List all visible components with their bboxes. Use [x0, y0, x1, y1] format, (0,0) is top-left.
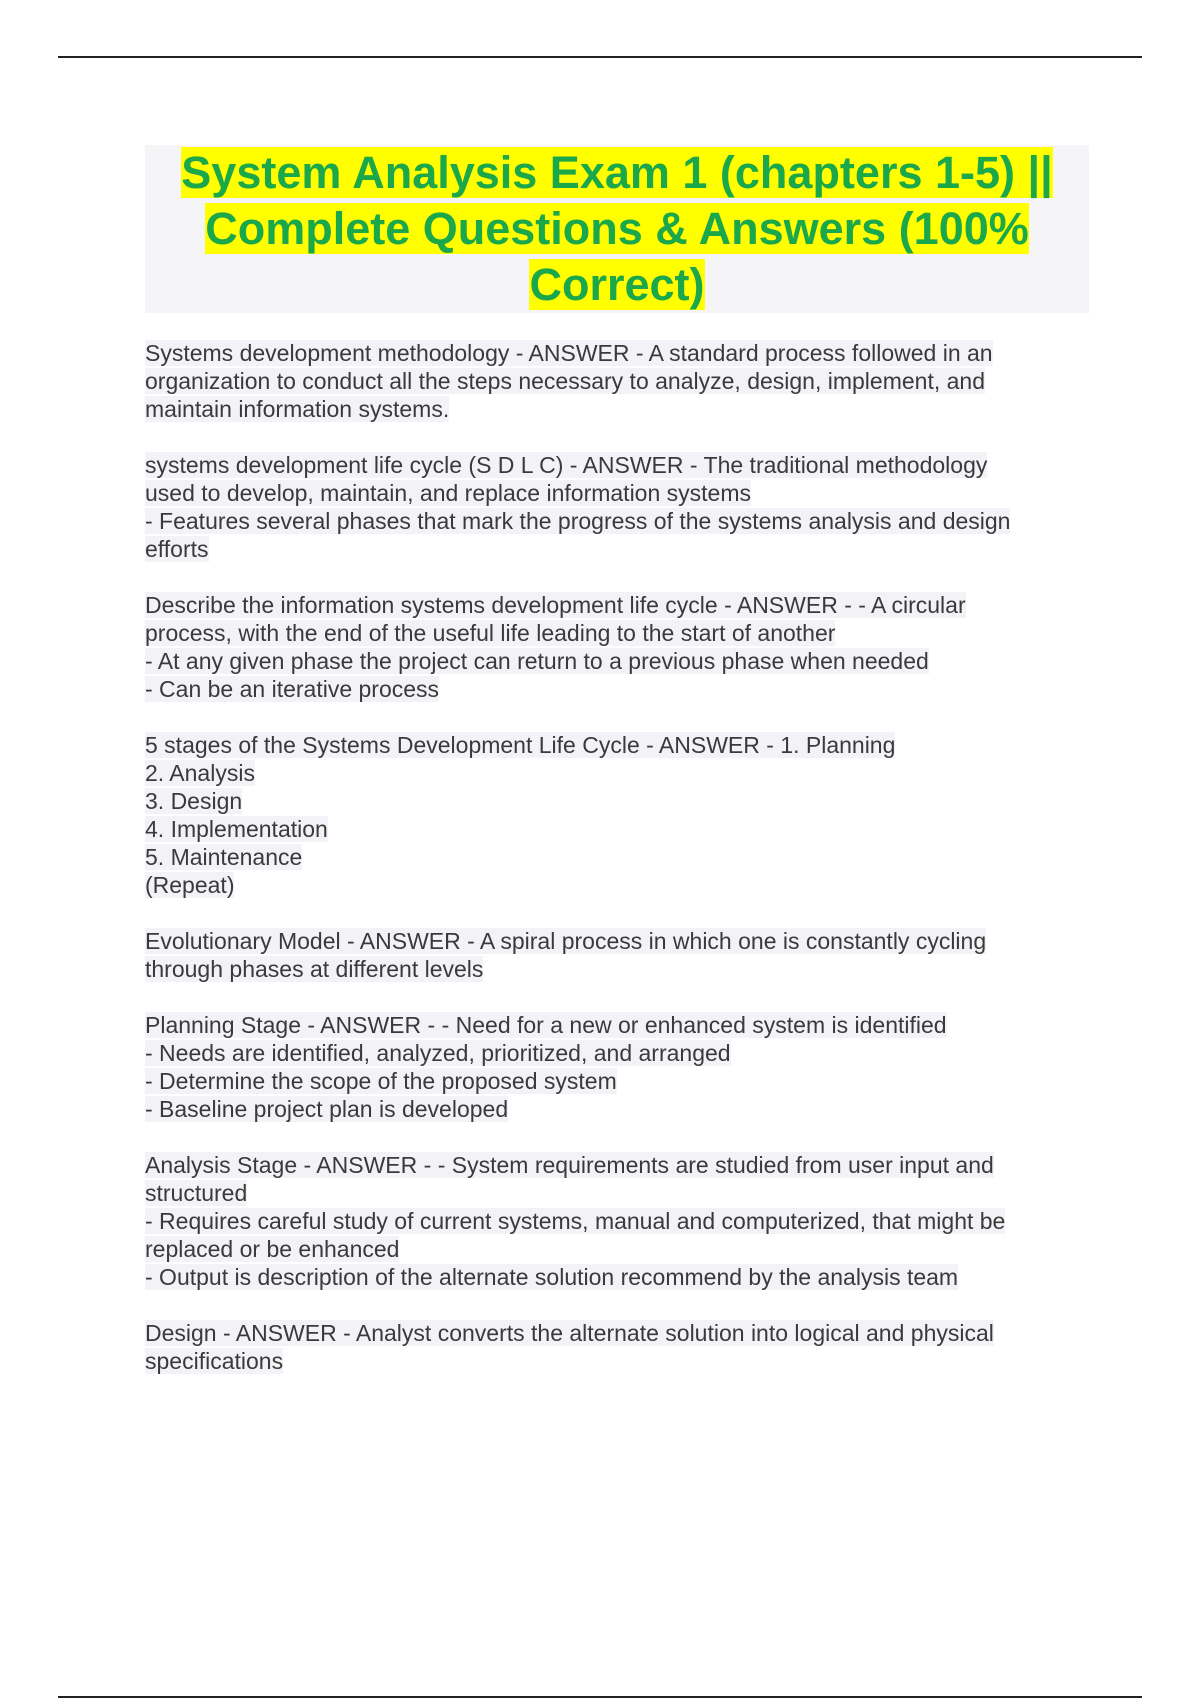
- qa-entry-design: [145, 1319, 1080, 1375]
- text-line: structured: [145, 1180, 248, 1206]
- text-line: through phases at different levels: [145, 956, 484, 982]
- bottom-rule: [58, 1696, 1142, 1698]
- qa-list: [145, 339, 1080, 1403]
- text-line: 5 stages of the Systems Development Life Cycle - ANSWER - 1. Planning: [145, 732, 896, 758]
- qa-entry-planning-stage: [145, 1011, 1080, 1123]
- document-title-block: [145, 145, 1089, 313]
- text-line: - Requires careful study of current systems, manual and computerized, that might be: [145, 1208, 1006, 1234]
- text-line: 4. Implementation: [145, 816, 328, 842]
- text-line: - Output is description of the alternate solution recommend by the analysis team: [145, 1264, 959, 1290]
- text-line: - Can be an iterative process: [145, 676, 440, 702]
- document-title: [145, 145, 1089, 313]
- text-line: process, with the end of the useful life leading to the start of another: [145, 620, 836, 646]
- text-line: (Repeat): [145, 872, 235, 898]
- text-line: - Needs are identified, analyzed, prioritized, and arranged: [145, 1040, 731, 1066]
- qa-entry-analysis-stage: [145, 1151, 1080, 1291]
- qa-entry-describe-lifecycle: [145, 591, 1080, 703]
- text-line: Describe the information systems development life cycle - ANSWER - - A circular: [145, 592, 966, 618]
- qa-entry-evolutionary-model: [145, 927, 1080, 983]
- text-line: 2. Analysis: [145, 760, 255, 786]
- title-line-1: System Analysis Exam 1 (chapters 1-5) ||: [181, 147, 1053, 198]
- text-line: - Determine the scope of the proposed system: [145, 1068, 617, 1094]
- title-line-2: Complete Questions & Answers (100%: [205, 203, 1029, 254]
- text-line: specifications: [145, 1348, 284, 1374]
- text-line: Analysis Stage - ANSWER - - System requirements are studied from user input and: [145, 1152, 994, 1178]
- text-line: - Baseline project plan is developed: [145, 1096, 509, 1122]
- text-line: used to develop, maintain, and replace information systems: [145, 480, 751, 506]
- text-line: Systems development methodology - ANSWER - A standard process followed in an: [145, 340, 993, 366]
- text-line: 5. Maintenance: [145, 844, 303, 870]
- qa-entry-methodology: [145, 339, 1080, 423]
- text-line: maintain information systems.: [145, 396, 450, 422]
- text-line: replaced or be enhanced: [145, 1236, 400, 1262]
- text-line: systems development life cycle (S D L C) - ANSWER - The traditional methodology: [145, 452, 988, 478]
- text-line: organization to conduct all the steps necessary to analyze, design, implement, and: [145, 368, 985, 394]
- text-line: - Features several phases that mark the progress of the systems analysis and design: [145, 508, 1011, 534]
- qa-entry-five-stages: [145, 731, 1080, 899]
- text-line: 3. Design: [145, 788, 243, 814]
- title-line-3: Correct): [529, 259, 705, 310]
- text-line: Evolutionary Model - ANSWER - A spiral process in which one is constantly cycling: [145, 928, 987, 954]
- top-rule: [58, 56, 1142, 58]
- text-line: Design - ANSWER - Analyst converts the alternate solution into logical and physical: [145, 1320, 994, 1346]
- text-line: efforts: [145, 536, 209, 562]
- text-line: - At any given phase the project can return to a previous phase when needed: [145, 648, 929, 674]
- text-line: Planning Stage - ANSWER - - Need for a new or enhanced system is identified: [145, 1012, 947, 1038]
- qa-entry-sdlc: [145, 451, 1080, 563]
